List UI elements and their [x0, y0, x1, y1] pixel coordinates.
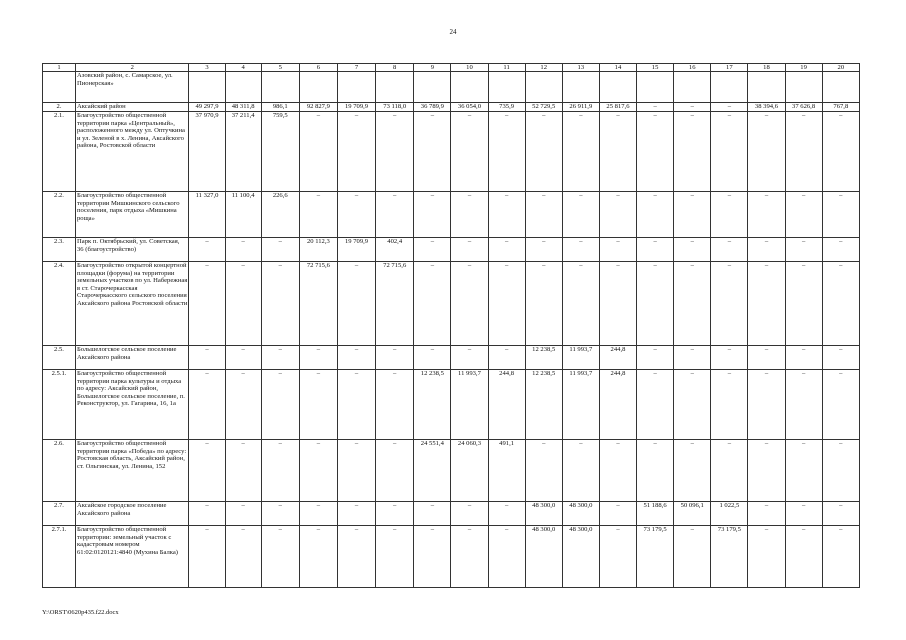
value-cell: – — [299, 526, 337, 588]
value-cell: – — [525, 112, 562, 192]
object-name-cell: Аксайское городское поселение Аксайского района — [76, 502, 189, 526]
value-cell: – — [748, 192, 785, 238]
value-cell — [748, 72, 785, 103]
value-cell: – — [337, 370, 375, 440]
object-name-cell: Большелогское сельское поселение Аксайского района — [76, 346, 189, 370]
value-cell: 24 551,4 — [414, 440, 451, 502]
value-cell: – — [637, 262, 674, 346]
column-number: 4 — [225, 64, 261, 72]
value-cell — [225, 72, 261, 103]
value-cell: 92 827,9 — [299, 103, 337, 112]
value-cell: – — [822, 526, 859, 588]
column-number: 8 — [376, 64, 414, 72]
table-row — [43, 370, 860, 440]
value-cell: – — [785, 502, 822, 526]
value-cell: – — [337, 262, 375, 346]
value-cell — [711, 72, 748, 103]
value-cell: – — [376, 440, 414, 502]
value-cell: 48 300,0 — [525, 502, 562, 526]
value-cell: – — [748, 346, 785, 370]
value-cell: – — [451, 238, 488, 262]
value-cell: 735,9 — [488, 103, 525, 112]
value-cell: – — [599, 112, 636, 192]
value-cell: 37 211,4 — [225, 112, 261, 192]
value-cell: 51 188,6 — [637, 502, 674, 526]
value-cell: – — [488, 346, 525, 370]
value-cell: – — [525, 238, 562, 262]
value-cell: 50 096,1 — [674, 502, 711, 526]
value-cell: – — [562, 262, 599, 346]
value-cell: – — [674, 440, 711, 502]
value-cell: 986,1 — [261, 103, 299, 112]
value-cell: – — [488, 192, 525, 238]
value-cell: – — [785, 346, 822, 370]
table-row — [43, 440, 860, 502]
object-name-cell: Благоустройство общественной территории парка культуры и отдыха по адресу: Аксайский район, Большелогское сельское поселение, п. Реконструктор, ул. Гагарина, 16, 1а — [76, 370, 189, 440]
value-cell — [488, 72, 525, 103]
object-name-cell: Парк п. Октябрьский, ул. Советская, 36 (благоустройство) — [76, 238, 189, 262]
value-cell: – — [822, 346, 859, 370]
column-number: 17 — [711, 64, 748, 72]
value-cell: 37 970,9 — [189, 112, 225, 192]
value-cell: – — [189, 526, 225, 588]
value-cell: 48 300,0 — [525, 526, 562, 588]
value-cell: – — [488, 112, 525, 192]
value-cell: – — [637, 440, 674, 502]
row-number-cell: 2.3. — [43, 238, 76, 262]
value-cell: – — [299, 112, 337, 192]
value-cell: 11 100,4 — [225, 192, 261, 238]
value-cell: – — [414, 526, 451, 588]
row-number-cell: 2.5. — [43, 346, 76, 370]
value-cell: – — [189, 262, 225, 346]
value-cell: – — [674, 238, 711, 262]
value-cell: – — [674, 370, 711, 440]
value-cell: – — [299, 192, 337, 238]
column-number: 15 — [637, 64, 674, 72]
object-name-cell: Благоустройство общественной территории Мишкинского сельского поселения, парк отдыха «Мишкина роща» — [76, 192, 189, 238]
column-number: 20 — [822, 64, 859, 72]
value-cell: – — [748, 502, 785, 526]
value-cell: 491,1 — [488, 440, 525, 502]
value-cell: 12 238,5 — [525, 346, 562, 370]
value-cell: – — [189, 346, 225, 370]
value-cell: – — [637, 192, 674, 238]
value-cell: – — [261, 526, 299, 588]
column-number: 16 — [674, 64, 711, 72]
value-cell: – — [337, 502, 375, 526]
value-cell: – — [225, 262, 261, 346]
row-number-cell: 2.1. — [43, 112, 76, 192]
row-number-cell: 2. — [43, 103, 76, 112]
value-cell: – — [451, 346, 488, 370]
value-cell: 73 179,5 — [637, 526, 674, 588]
value-cell: – — [748, 526, 785, 588]
value-cell: 1 022,5 — [711, 502, 748, 526]
value-cell: – — [376, 346, 414, 370]
value-cell: – — [488, 502, 525, 526]
column-number: 12 — [525, 64, 562, 72]
column-number: 9 — [414, 64, 451, 72]
value-cell: – — [748, 370, 785, 440]
column-number: 11 — [488, 64, 525, 72]
value-cell: – — [451, 262, 488, 346]
value-cell: – — [488, 262, 525, 346]
value-cell: – — [674, 103, 711, 112]
value-cell: – — [711, 112, 748, 192]
value-cell: 759,5 — [261, 112, 299, 192]
value-cell: – — [822, 370, 859, 440]
column-number: 1 — [43, 64, 76, 72]
table-row — [43, 192, 860, 238]
row-number-cell: 2.5.1. — [43, 370, 76, 440]
column-number: 3 — [189, 64, 225, 72]
value-cell — [599, 72, 636, 103]
value-cell — [451, 72, 488, 103]
value-cell: – — [299, 370, 337, 440]
value-cell: – — [637, 346, 674, 370]
value-cell: – — [225, 238, 261, 262]
value-cell: – — [414, 502, 451, 526]
value-cell: – — [748, 440, 785, 502]
value-cell: 244,8 — [488, 370, 525, 440]
row-number-cell: 2.4. — [43, 262, 76, 346]
value-cell: – — [299, 346, 337, 370]
value-cell: – — [376, 526, 414, 588]
object-name-cell: Азовский район, с. Самарское, ул. Пионерская» — [76, 72, 189, 103]
value-cell: – — [822, 502, 859, 526]
column-number: 10 — [451, 64, 488, 72]
column-number: 13 — [562, 64, 599, 72]
column-number: 7 — [337, 64, 375, 72]
value-cell: – — [337, 440, 375, 502]
table-row — [43, 238, 860, 262]
value-cell: – — [376, 370, 414, 440]
value-cell: – — [488, 526, 525, 588]
value-cell — [562, 72, 599, 103]
value-cell: – — [337, 346, 375, 370]
value-cell: 48 300,0 — [562, 526, 599, 588]
value-cell: – — [711, 346, 748, 370]
value-cell: – — [525, 192, 562, 238]
value-cell: – — [637, 370, 674, 440]
row-number-cell: 2.7. — [43, 502, 76, 526]
value-cell: – — [785, 112, 822, 192]
value-cell: – — [674, 346, 711, 370]
value-cell: – — [562, 192, 599, 238]
value-cell: – — [599, 262, 636, 346]
value-cell: – — [451, 526, 488, 588]
file-path-footer: Y:\ORST\0620p435.f22.docx — [42, 609, 119, 616]
value-cell: – — [785, 440, 822, 502]
column-number: 5 — [261, 64, 299, 72]
value-cell: – — [562, 112, 599, 192]
value-cell: – — [599, 440, 636, 502]
value-cell: – — [599, 192, 636, 238]
column-number-row — [43, 64, 860, 72]
value-cell: 37 626,8 — [785, 103, 822, 112]
value-cell: – — [599, 238, 636, 262]
value-cell: – — [414, 112, 451, 192]
value-cell: – — [225, 346, 261, 370]
value-cell: 24 060,3 — [451, 440, 488, 502]
value-cell: – — [225, 370, 261, 440]
value-cell: – — [376, 112, 414, 192]
column-number: 2 — [76, 64, 189, 72]
value-cell: – — [822, 262, 859, 346]
value-cell: – — [822, 440, 859, 502]
value-cell: 11 993,7 — [451, 370, 488, 440]
budget-table — [42, 63, 860, 588]
value-cell: – — [189, 370, 225, 440]
object-name-cell: Аксайский район — [76, 103, 189, 112]
value-cell: – — [599, 526, 636, 588]
value-cell: 73 118,0 — [376, 103, 414, 112]
column-number: 19 — [785, 64, 822, 72]
column-number: 18 — [748, 64, 785, 72]
value-cell — [376, 72, 414, 103]
value-cell: – — [525, 262, 562, 346]
value-cell: – — [785, 262, 822, 346]
value-cell: – — [189, 502, 225, 526]
value-cell: – — [337, 526, 375, 588]
value-cell: 72 715,6 — [299, 262, 337, 346]
value-cell: 11 327,0 — [189, 192, 225, 238]
value-cell: – — [785, 526, 822, 588]
value-cell: – — [674, 112, 711, 192]
value-cell: – — [674, 262, 711, 346]
table-row — [43, 112, 860, 192]
value-cell: 26 911,9 — [562, 103, 599, 112]
value-cell — [414, 72, 451, 103]
value-cell: 72 715,6 — [376, 262, 414, 346]
value-cell: – — [261, 262, 299, 346]
value-cell: 19 709,9 — [337, 103, 375, 112]
value-cell: – — [785, 370, 822, 440]
value-cell: 52 729,5 — [525, 103, 562, 112]
value-cell — [785, 72, 822, 103]
value-cell: 73 179,5 — [711, 526, 748, 588]
value-cell: 48 311,8 — [225, 103, 261, 112]
table-row — [43, 103, 860, 112]
value-cell: – — [414, 346, 451, 370]
value-cell: – — [637, 112, 674, 192]
value-cell: 25 817,6 — [599, 103, 636, 112]
value-cell: – — [414, 192, 451, 238]
value-cell: 36 054,0 — [451, 103, 488, 112]
value-cell: – — [525, 440, 562, 502]
value-cell: – — [674, 526, 711, 588]
value-cell: 11 993,7 — [562, 346, 599, 370]
object-name-cell: Благоустройство общественной территории парка «Центральный», расположенного между ул. Оптучкина и ул. Зеленой в х. Ленина, Аксайского района, Ростовской области — [76, 112, 189, 192]
value-cell — [674, 72, 711, 103]
value-cell: – — [337, 112, 375, 192]
value-cell: – — [711, 192, 748, 238]
value-cell: – — [748, 112, 785, 192]
row-number-cell: 2.2. — [43, 192, 76, 238]
value-cell: – — [562, 238, 599, 262]
value-cell — [525, 72, 562, 103]
value-cell: – — [637, 103, 674, 112]
value-cell: 402,4 — [376, 238, 414, 262]
value-cell: – — [822, 238, 859, 262]
object-name-cell: Благоустройство общественной территории парка «Победа» по адресу: Ростовская область, Аксайский район, ст. Ольгинская, ул. Ленина, 152 — [76, 440, 189, 502]
value-cell: – — [299, 502, 337, 526]
value-cell: – — [488, 238, 525, 262]
value-cell: – — [711, 238, 748, 262]
value-cell: – — [822, 192, 859, 238]
value-cell: 244,8 — [599, 346, 636, 370]
value-cell: – — [637, 238, 674, 262]
value-cell: – — [451, 192, 488, 238]
value-cell: 767,8 — [822, 103, 859, 112]
value-cell: 12 238,5 — [525, 370, 562, 440]
value-cell: – — [451, 112, 488, 192]
value-cell: – — [376, 192, 414, 238]
value-cell: – — [337, 192, 375, 238]
value-cell: – — [299, 440, 337, 502]
value-cell: 49 297,9 — [189, 103, 225, 112]
value-cell: – — [785, 192, 822, 238]
column-number: 6 — [299, 64, 337, 72]
value-cell: 48 300,0 — [562, 502, 599, 526]
value-cell — [337, 72, 375, 103]
value-cell: – — [376, 502, 414, 526]
value-cell: – — [822, 112, 859, 192]
value-cell: – — [711, 103, 748, 112]
value-cell: – — [748, 262, 785, 346]
row-number-cell: 2.7.1. — [43, 526, 76, 588]
value-cell: 11 993,7 — [562, 370, 599, 440]
object-name-cell: Благоустройство общественной территории: земельный участок с кадастровым номером 61:02:0120121:4840 (Мухина Балка) — [76, 526, 189, 588]
value-cell — [189, 72, 225, 103]
table-row — [43, 72, 860, 103]
row-number-cell — [43, 72, 76, 103]
value-cell: – — [711, 262, 748, 346]
value-cell: – — [261, 502, 299, 526]
value-cell: – — [225, 440, 261, 502]
value-cell: – — [414, 262, 451, 346]
value-cell — [261, 72, 299, 103]
column-number: 14 — [599, 64, 636, 72]
value-cell — [822, 72, 859, 103]
value-cell: – — [451, 502, 488, 526]
value-cell: – — [189, 440, 225, 502]
value-cell: – — [261, 346, 299, 370]
value-cell: – — [414, 238, 451, 262]
value-cell: 36 789,9 — [414, 103, 451, 112]
value-cell: – — [261, 370, 299, 440]
value-cell: – — [785, 238, 822, 262]
table-row — [43, 346, 860, 370]
value-cell — [637, 72, 674, 103]
value-cell: – — [189, 238, 225, 262]
value-cell: – — [711, 370, 748, 440]
value-cell: – — [674, 192, 711, 238]
value-cell: – — [711, 440, 748, 502]
value-cell: 19 709,9 — [337, 238, 375, 262]
value-cell — [299, 72, 337, 103]
table-row — [43, 526, 860, 588]
value-cell: 38 394,6 — [748, 103, 785, 112]
value-cell: – — [261, 238, 299, 262]
value-cell: 20 112,3 — [299, 238, 337, 262]
value-cell: 226,6 — [261, 192, 299, 238]
value-cell: – — [599, 502, 636, 526]
value-cell: – — [261, 440, 299, 502]
object-name-cell: Благоустройство открытой концертной площадки (форума) на территории земельных участков по ул. Набережная в ст. Старочеркасская Старочеркасского сельского поселения Аксайского района Ростовской области — [76, 262, 189, 346]
value-cell: – — [562, 440, 599, 502]
value-cell: 12 238,5 — [414, 370, 451, 440]
value-cell: – — [225, 526, 261, 588]
page-number: 24 — [449, 28, 457, 36]
value-cell: – — [748, 238, 785, 262]
table-row — [43, 502, 860, 526]
row-number-cell: 2.6. — [43, 440, 76, 502]
table-row — [43, 262, 860, 346]
value-cell: – — [225, 502, 261, 526]
value-cell: 244,8 — [599, 370, 636, 440]
